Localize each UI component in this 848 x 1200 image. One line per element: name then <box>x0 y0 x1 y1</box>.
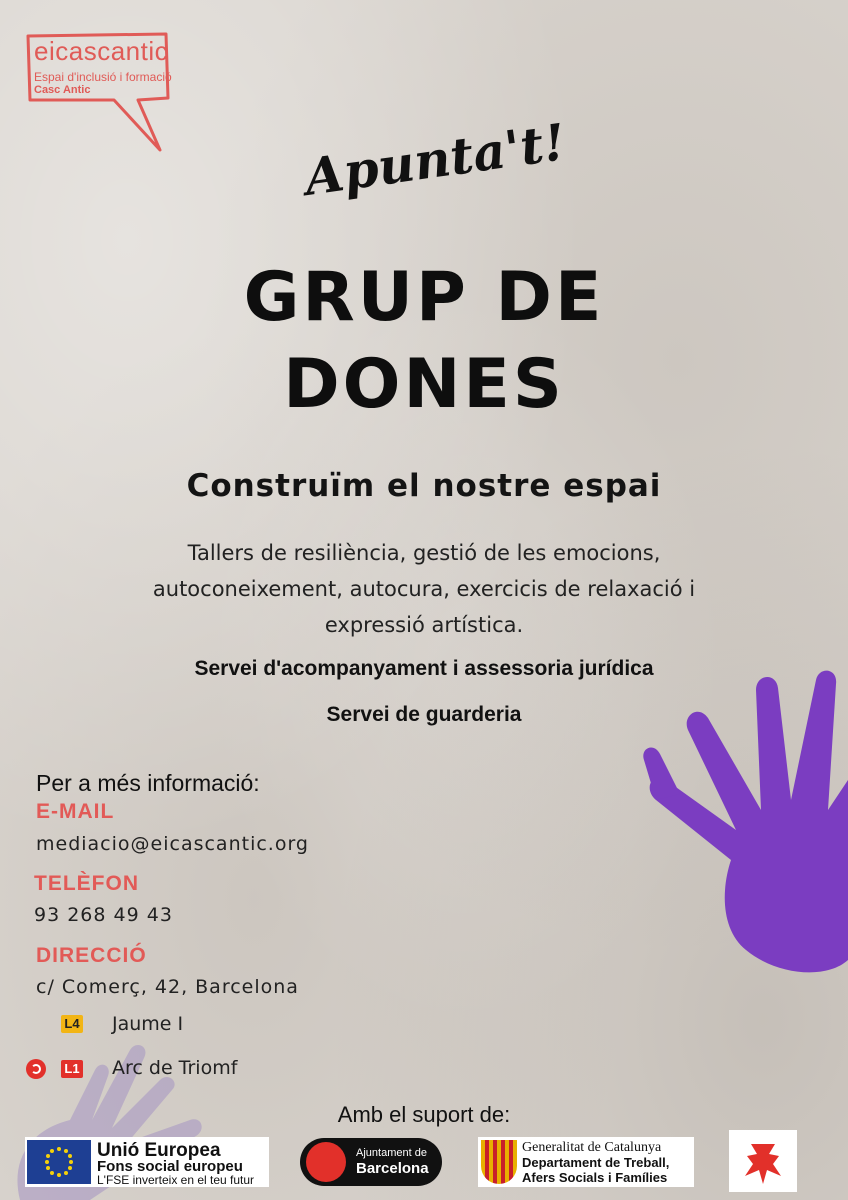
eu-flag-icon <box>27 1140 91 1184</box>
contact-heading: Per a més informació: <box>36 770 260 796</box>
eu-tagline: L'FSE inverteix en el teu futur <box>97 1173 255 1187</box>
metro-l4-badge: L4 <box>61 1015 83 1033</box>
email-value[interactable]: mediacio@eicascantic.org <box>36 833 309 855</box>
logo-location: Casc Antic <box>34 84 91 96</box>
subtitle: Construïm el nostre espai <box>186 468 662 504</box>
eu-title: Unió Europea <box>97 1140 221 1161</box>
address-value: c/ Comerç, 42, Barcelona <box>36 976 299 998</box>
generalitat-shield-icon <box>481 1140 517 1184</box>
call-to-action: Apunta't! <box>301 112 569 207</box>
description: Tallers de resiliència, gestió de les emocions, autoconeixement, autocura, exercicis de relaxació i expressió artística. <box>152 541 696 637</box>
barcelona-line-1: Ajuntament de <box>356 1147 427 1159</box>
rodalies-icon <box>26 1059 46 1079</box>
generalitat-line-1: Generalitat de Catalunya <box>522 1140 662 1155</box>
title-line-2: DONES <box>283 345 565 424</box>
email-label: E-MAIL <box>36 800 115 823</box>
metro-stop-jaume: Jaume I <box>112 1013 184 1035</box>
phone-label: TELÈFON <box>34 872 139 895</box>
title-line-1: GRUP DE <box>243 258 605 337</box>
generalitat-line-3: Afers Socials i Famílies <box>522 1170 668 1185</box>
logo-name: eicascantic <box>34 36 169 66</box>
service-legal: Servei d'acompanyament i assessoria jurídica <box>194 657 654 680</box>
service-childcare: Servei de guarderia <box>326 703 522 726</box>
eu-subtitle: Fons social europeu <box>97 1158 243 1175</box>
barcelona-shield-icon <box>306 1142 346 1182</box>
address-label: DIRECCIÓ <box>36 944 147 967</box>
logo-tagline: Espai d'inclusió i formació <box>34 70 172 84</box>
casc-antic-small-logo <box>729 1130 797 1192</box>
sponsors-heading: Amb el suport de: <box>337 1102 511 1127</box>
figure-icon <box>729 1130 797 1192</box>
metro-l1-badge: L1 <box>61 1060 83 1078</box>
metro-stop-arc-triomf: Arc de Triomf <box>112 1057 238 1079</box>
barcelona-line-2: Barcelona <box>356 1160 429 1177</box>
generalitat-line-2: Departament de Treball, <box>522 1155 670 1170</box>
phone-value[interactable]: 93 268 49 43 <box>34 904 173 926</box>
